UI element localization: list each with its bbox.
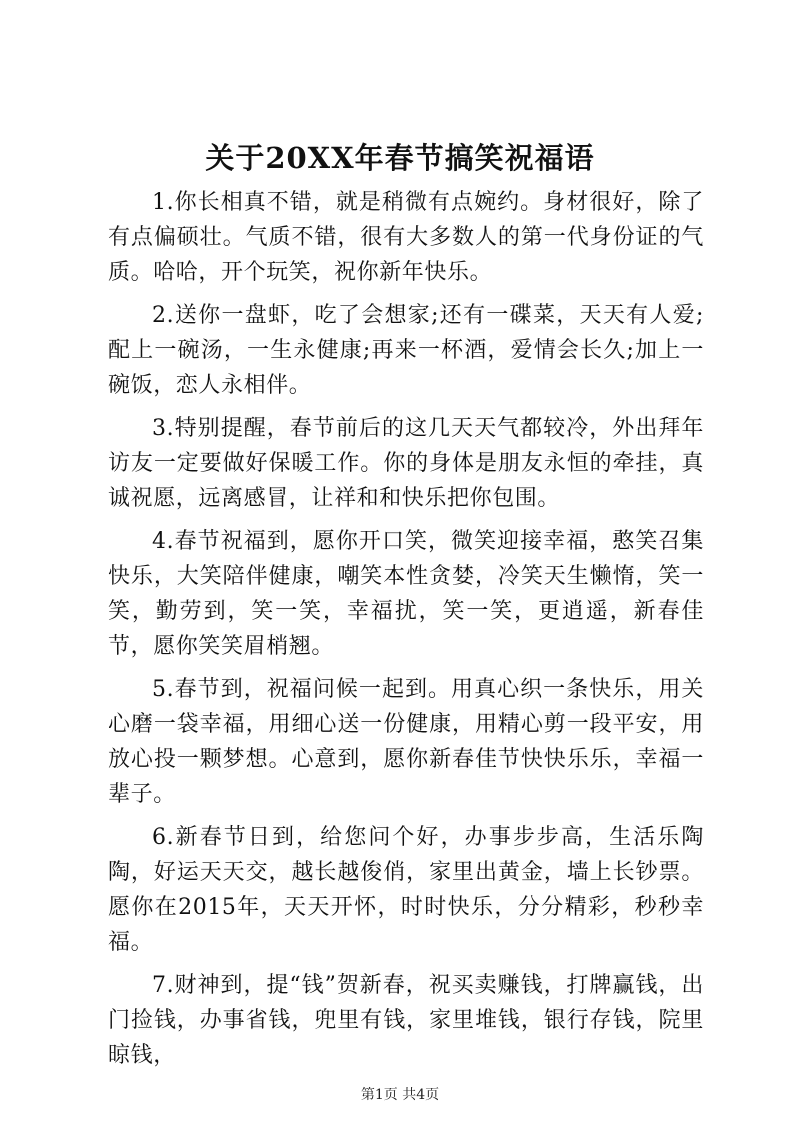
paragraph-4: 4.春节祝福到，愿你开口笑，微笑迎接幸福，憨笑召集快乐，大笑陪伴健康，嘲笑本性贪婪，冷笑天生懒惰，笑一笑，勤劳到，笑一笑，幸福扰，笑一笑，更逍遥，新春佳节，愿你笑笑眉梢翘。: [108, 529, 704, 659]
page-footer: 第1页 共4页: [360, 1087, 440, 1103]
paragraph-3: 3.特别提醒，春节前后的这几天天气都较冷，外出拜年访友一定要做好保暖工作。你的身体是朋友永恒的牵挂，真诚祝愿，远离感冒，让祥和和快乐把你包围。: [108, 416, 704, 511]
document-body: [108, 185, 704, 1081]
paragraph-6: 6.新春节日到，给您问个好，办事步步高，生活乐陶陶，好运天天交，越长越俊俏，家里出黄金，墙上长钞票。愿你在2015年，天天开怀，时时快乐，分分精彩，秒秒幸福。: [108, 825, 704, 955]
paragraph-5: 5.春节到，祝福问候一起到。用真心织一条快乐，用关心磨一袋幸福，用细心送一份健康，用精心剪一段平安，用放心投一颗梦想。心意到，愿你新春佳节快快乐乐，幸福一辈子。: [108, 677, 704, 807]
paragraph-1: 1.你长相真不错，就是稍微有点婉约。身材很好，除了有点偏硕壮。气质不错，很有大多数人的第一代身份证的气质。哈哈，开个玩笑，祝你新年快乐。: [108, 190, 704, 285]
paragraph-2: 2.送你一盘虾，吃了会想家;还有一碟菜，天天有人爱;配上一碗汤，一生永健康;再来一杯酒，爱情会长久;加上一碗饭，恋人永相伴。: [108, 303, 704, 398]
document-title: 关于20XX年春节搞笑祝福语: [205, 141, 595, 175]
paragraph-7: 7.财神到，提“钱”贺新春，祝买卖赚钱，打牌赢钱，出门捡钱，办事省钱，兜里有钱，家里堆钱，银行存钱，院里晾钱，: [108, 973, 704, 1068]
